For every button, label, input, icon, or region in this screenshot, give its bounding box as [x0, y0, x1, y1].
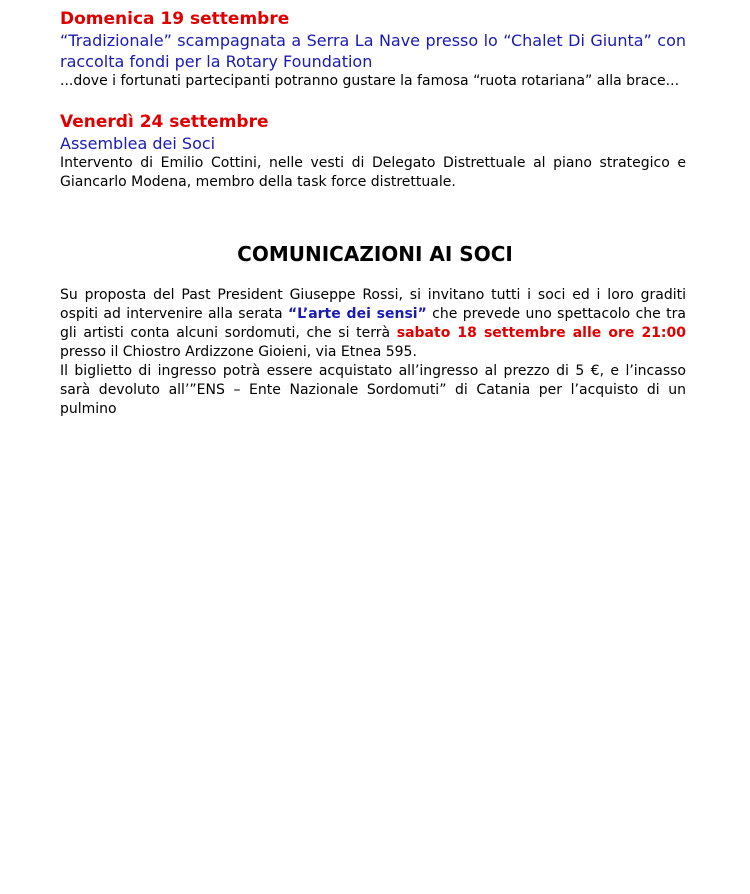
paragraph-ticket: Il biglietto di ingresso potrà essere acquistato all’ingresso al prezzo di 5 €, e l’incasso sarà devoluto all’”ENS – Ente Nazionale Sordomuti” di Catania per l’acquisto di un pulmino — [60, 363, 686, 417]
event-description: Intervento di Emilio Cottini, nelle vesti di Delegato Distrettuale al piano strategico e Giancarlo Modena, membro della task force distrettuale. — [60, 155, 686, 190]
event-title: Assemblea dei Soci — [60, 134, 216, 153]
event-date: Domenica 19 settembre — [60, 9, 290, 29]
paragraph-text: Su proposta del Past President Giuseppe Rossi, si invitano tutti i soci ed i loro graditi ospiti ad intervenire alla serata — [60, 287, 686, 322]
paragraph-invitation — [60, 286, 686, 362]
event-date: Venerdì 24 settembre — [60, 112, 269, 132]
event-datetime-highlight: sabato 18 settembre alle ore 21:00 — [396, 325, 687, 341]
communications-body — [60, 286, 686, 419]
section-heading: COMUNICAZIONI AI SOCI — [237, 242, 513, 266]
event-domenica — [60, 8, 686, 91]
event-title: “Tradizionale” scampagnata a Serra La Nave presso lo “Chalet Di Giunta” con raccolta fondi per la Rotary Foundation — [60, 31, 686, 71]
paragraph-text: che prevede uno spettacolo che tra gli artisti conta alcuni sordomuti, che si terrà — [60, 306, 686, 341]
event-description: ...dove i fortunati partecipanti potranno gustare la famosa “ruota rotariana” alla brace... — [60, 73, 680, 89]
event-name-highlight: “L’arte dei sensi” — [287, 306, 427, 322]
paragraph-text: presso il Chiostro Ardizzone Gioieni, via Etnea 595. — [60, 344, 417, 360]
event-venerdi — [60, 111, 686, 192]
